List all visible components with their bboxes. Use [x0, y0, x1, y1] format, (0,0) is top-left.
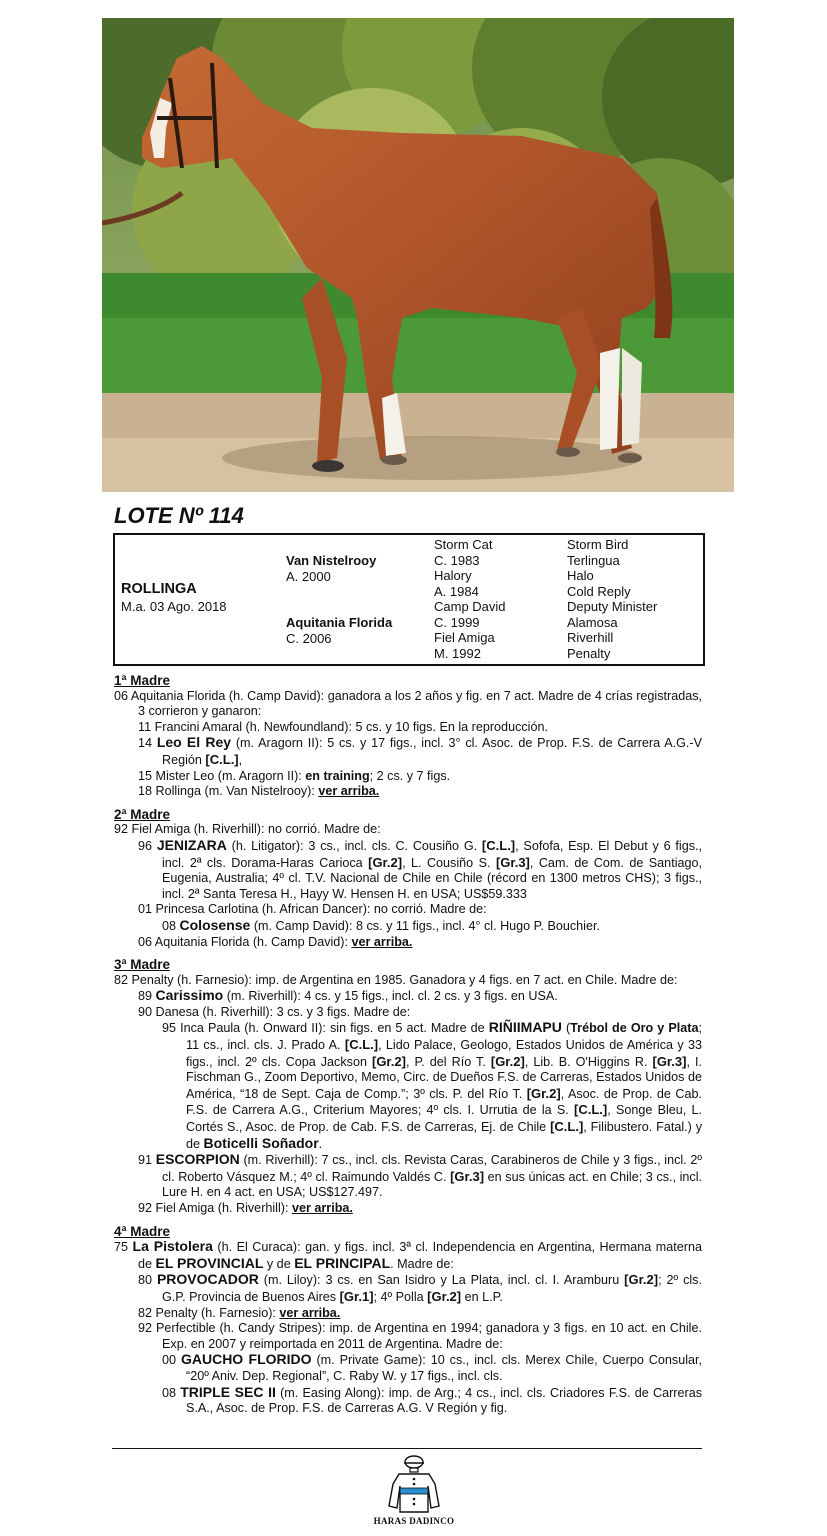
ancestor-g4: Halo [567, 568, 594, 583]
footer-divider [112, 1448, 702, 1449]
pedigree-table [113, 533, 705, 666]
dam-name: Aquitania Florida [286, 615, 393, 630]
produce-entry: 08 Colosense (m. Camp David): 8 cs. y 11 figs., incl. 4° cl. Hugo P. Bouchier. [162, 916, 600, 933]
produce-entry: 00 GAUCHO FLORIDO (m. Private Game): 10 cs., incl. cls. Merex Chile, Cuerpo Consular, “20º Aniv. Dep. Regional”, C. Raby W. y 17 figs., incl. cls. [162, 1351, 702, 1383]
produce-entry: 18 Rollinga (m. Van Nistelrooy): ver arriba. [138, 784, 380, 799]
ancestor-g4: Cold Reply [567, 583, 631, 599]
ancestor-g3-info: C. 1999 [434, 614, 480, 630]
sire-info: A. 2000 [286, 568, 331, 584]
produce-entry: 92 Fiel Amiga (h. Riverhill): ver arriba. [138, 1201, 353, 1215]
ancestor-g4: Riverhill [567, 630, 614, 645]
section-heading: 4ª Madre [114, 1223, 171, 1239]
dam-entry: 82 Penalty (h. Farnesio): imp. de Argentina en 1985. Ganadora y 4 figs. en 7 act. en Chile. Madre de: [114, 972, 678, 987]
ancestor-g3-info: C. 1983 [434, 552, 480, 568]
ancestor-g3: Camp David [434, 599, 506, 614]
produce-entry: 80 PROVOCADOR (m. Liloy): 3 cs. en San Isidro y La Plata, incl. cl. I. Aramburu [Gr.2]; 2º cls. G.P. Provincia de Buenos Aires [Gr.1]; 4º Polla [Gr.2] en L.P. [138, 1271, 702, 1304]
produce-entry: 90 Danesa (h. Riverhill): 3 cs. y 3 figs. Madre de: [138, 1004, 411, 1019]
ancestor-g3: Storm Cat [434, 537, 493, 552]
sire-name: Van Nistelrooy [286, 553, 377, 568]
ancestor-g3-info: M. 1992 [434, 645, 481, 661]
produce-entry: 82 Penalty (h. Farnesio): ver arriba. [138, 1305, 341, 1320]
ancestor-g4: Storm Bird [567, 537, 629, 552]
produce-entry: 95 Inca Paula (h. Onward II): sin figs. en 5 act. Madre de RIÑIIMAPU (Trébol de Oro y Plata; 11 cs., incl. cls. J. Prado A. [C.L.], Lido Palace, Geologo, Estados Unidos de América y 33 figs., incl. 2º cls. Copa Jackson [Gr.2], P. del Río T. [Gr.2], Lib. B. O'Higgins R. [Gr.3], I. Fischman G., Zoom Deportivo, Memo, Circ. de Dueños F.S. de Carreras, Estados Unidos de América, “18 de Sept. Caja de Comp.”; 3º cls. P. del Río T. [Gr.2], Asoc. de Prop. de Cab. F.S. de Carrera A.G., Criterium Mayores; 4º cls. I. Urrutia de la S. [C.L.], Songe Bleu, L. Cortés S., Asoc. de Prop. de Cab. F.S. de Carreras, Ej. de Chile [C.L.], Filibustero. Fatal.) y de Boticelli Soñador. [162, 1019, 703, 1151]
ancestor-g3: Halory [434, 568, 472, 583]
produce-record [114, 670, 702, 1417]
ancestor-g4: Deputy Minister [567, 599, 658, 614]
jockey-silks-icon [387, 1454, 441, 1514]
section-heading: 1ª Madre [114, 673, 171, 688]
produce-entry: 01 Princesa Carlotina (h. African Dancer): no corrió. Madre de: [138, 902, 487, 917]
produce-entry: 92 Perfectible (h. Candy Stripes): imp. de Argentina en 1994; ganadora y 3 figs. en 10 act. en Chile. Exp. en 2007 y reimportada en 2011 de Argentina. Madre de: [138, 1321, 702, 1351]
lot-title: LOTE Nº 114 [114, 503, 244, 528]
see-above-link[interactable]: ver arriba. [279, 1305, 341, 1320]
produce-entry: 14 Leo El Rey (m. Aragorn II): 5 cs. y 17 figs., incl. 3° cl. Asoc. de Prop. F.S. de Carrera A.G.-V Región [C.L.], [138, 734, 702, 767]
produce-entry: 96 JENIZARA (h. Litigator): 3 cs., incl. cls. C. Cousiño G. [C.L.], Sofofa, Esp. El Debut y 6 figs., incl. 2ª cls. Dorama-Haras Carioca [Gr.2], L. Cousiño S. [Gr.3], Cam. de Com. de Santiago, Eugenia, Australia; 4º cl. T.V. Nacional de Chile en Chile (récord en 1300 metros CHS); 3 figs., incl. 2ª Santa Teresa H., Hayy W. Hensen H. en USA; US$59.333 [138, 836, 702, 901]
dam-info: C. 2006 [286, 630, 332, 646]
produce-entry: 06 Aquitania Florida (h. Camp David): ver arriba. [138, 934, 413, 949]
see-above-link[interactable]: ver arriba. [291, 1201, 353, 1215]
produce-entry: 15 Mister Leo (m. Aragorn II): en training; 2 cs. y 7 figs. [138, 768, 451, 783]
ancestor-g4: Terlingua [567, 552, 620, 568]
produce-entry: 89 Carissimo (m. Riverhill): 4 cs. y 15 figs., incl. cl. 2 cs. y 3 figs. en USA. [138, 987, 558, 1004]
dam-entry: 75 La Pistolera (h. El Curaca): gan. y figs. incl. 3ª cl. Independencia en Argentina, Hermana materna de EL PROVINCIAL y de EL PRINCIPAL. Madre de: [114, 1238, 702, 1271]
section-heading: 2ª Madre [114, 806, 171, 822]
ancestor-g3: Fiel Amiga [434, 630, 495, 645]
dam-entry: 92 Fiel Amiga (h. Riverhill): no corrió. Madre de: [114, 822, 381, 837]
see-above-link[interactable]: ver arriba. [318, 784, 380, 799]
produce-entry: 11 Francini Amaral (h. Newfoundland): 5 cs. y 10 figs. En la reproducción. [138, 719, 548, 734]
section-heading: 3ª Madre [114, 957, 171, 973]
dam-entry: 06 Aquitania Florida (h. Camp David): ganadora a los 2 años y fig. en 7 act. Madre de 4 crías registradas, 3 corrieron y ganaron: [114, 688, 702, 719]
produce-entry: 08 TRIPLE SEC II (m. Easing Along): imp. de Arg.; 4 cs., incl. cls. Criadores F.S. de Carreras S.A., Asoc. de Prop. F.S. de Carreras A.G. V Región y fig. [162, 1383, 702, 1416]
ancestor-g3-info: A. 1984 [434, 583, 479, 599]
ancestor-g4: Penalty [567, 645, 611, 661]
horse-photo [102, 18, 734, 492]
horse-info: M.a. 03 Ago. 2018 [121, 599, 227, 614]
produce-entry: 91 ESCORPION (m. Riverhill): 7 cs., incl. cls. Revista Caras, Carabineros de Chile y 3 figs., incl. 2º cl. Roberto Vásquez M.; 4º cl. Raimundo Valdés C. [Gr.3] en sus únicas act. en Chile; 3 cs., incl. Lure H. en 4 act. en USA; US$127.497. [138, 1151, 702, 1200]
logo-text: HARAS DADINCO [373, 1516, 455, 1526]
see-above-link[interactable]: ver arriba. [351, 934, 413, 949]
horse-name: ROLLINGA [121, 581, 197, 597]
ancestor-g4: Alamosa [567, 614, 618, 630]
horse-highlight: Leo El Rey [156, 734, 232, 751]
